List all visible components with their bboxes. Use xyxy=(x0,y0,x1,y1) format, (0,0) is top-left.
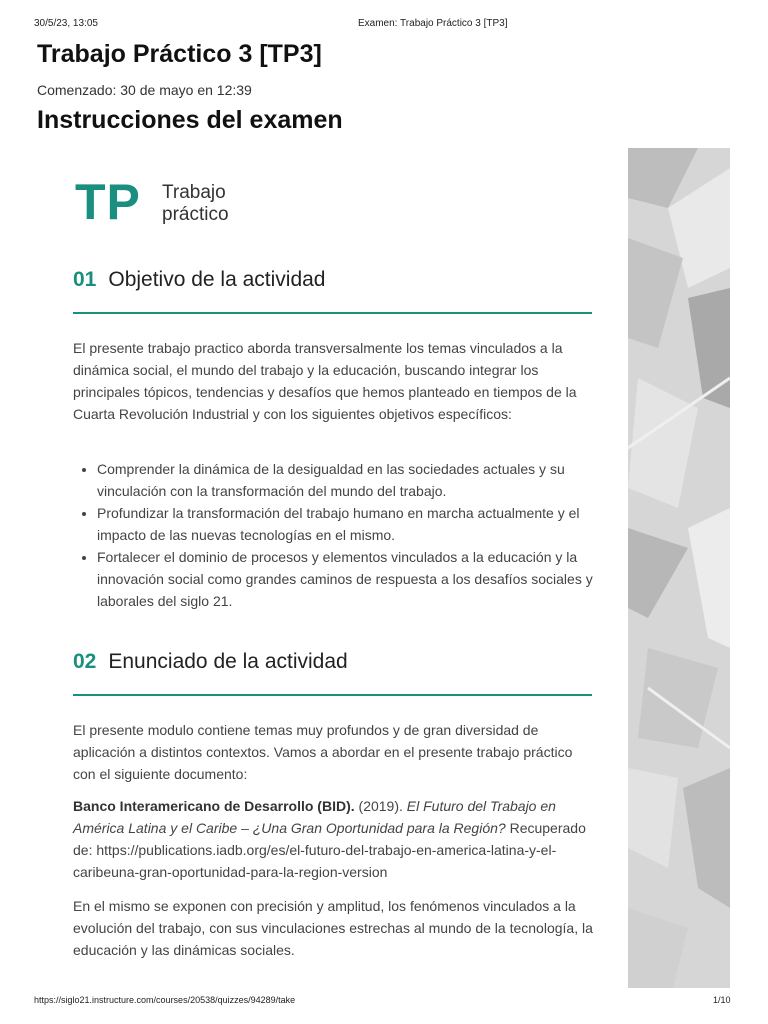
section-2-paragraph-1: El presente modulo contiene temas muy profundos y de gran diversidad de aplicación a distintos contextos. Vamos a abordar en el presente trabajo práctico con el siguiente documento: xyxy=(73,722,573,782)
objective-item: • Comprender la dinámica de la desigualdad en las sociedades actuales y su vinculación con la transformación del mundo del trabajo. xyxy=(97,458,617,502)
objective-item: • Profundizar la transformación del trabajo humano en marcha actualmente y el impacto de las nuevas tecnologías en el mismo. xyxy=(97,502,617,546)
citation-title: El Futuro del Trabajo en América Latina y el Caribe – ¿Una Gran Oportunidad para la Región? xyxy=(73,798,556,836)
decorative-side-image xyxy=(628,148,730,988)
tp-logo-word-2: práctico xyxy=(162,204,229,225)
citation xyxy=(73,795,593,883)
citation-year: (2019). xyxy=(354,798,407,814)
objectives-list xyxy=(73,458,617,612)
section-1-title: Objetivo de la actividad xyxy=(108,268,326,291)
section-2-heading xyxy=(73,650,348,674)
objective-item: • Fortalecer el dominio de procesos y elementos vinculados a la educación y la innovación social como grandes caminos de respuesta a los desafíos sociales y laborales del siglo 21. xyxy=(97,546,617,612)
section-2-paragraph-2: En el mismo se exponen con precisión y amplitud, los fenómenos vinculados a la evolución del trabajo, con sus vinculaciones estrechas al mundo de la tecnología, la educación y las dinámicas sociales. xyxy=(73,898,593,958)
citation-author: Banco Interamericano de Desarrollo (BID). xyxy=(73,798,355,814)
section-1-heading xyxy=(73,268,326,292)
section-2-title: Enunciado de la actividad xyxy=(108,650,348,673)
print-header-title: Examen: Trabajo Práctico 3 [TP3] xyxy=(358,18,508,29)
instructions-heading: Instrucciones del examen xyxy=(37,106,343,134)
citation-retrieved: Recuperado de: https://publications.iadb.org/es/el-futuro-del-trabajo-en-america-latina-y-el-caribeuna-gran-oportunidad-para-la-region-version xyxy=(73,820,586,880)
section-1-paragraph: El presente trabajo practico aborda transversalmente los temas vinculados a la dinámica social, el mundo del trabajo y la educación, buscando integrar los principales tópicos, tendencias y desafíos que hemos planteado en tiempos de la Cuarta Revolución Industrial y con los siguientes objetivos específicos: xyxy=(73,340,577,422)
started-timestamp: Comenzado: 30 de mayo en 12:39 xyxy=(37,82,252,98)
section-1-divider xyxy=(73,312,592,314)
print-footer-url: https://siglo21.instructure.com/courses/20538/quizzes/94289/take xyxy=(34,995,296,1005)
section-2-divider xyxy=(73,694,592,696)
tp-logo-mark: TP xyxy=(75,174,141,230)
tp-logo-word-1: Trabajo xyxy=(162,182,226,203)
page-title: Trabajo Práctico 3 [TP3] xyxy=(37,40,322,68)
section-1-number: 01 xyxy=(73,268,97,291)
print-header-date: 30/5/23, 13:05 xyxy=(34,18,98,29)
print-footer-page: 1/10 xyxy=(713,995,731,1005)
section-2-number: 02 xyxy=(73,650,97,673)
